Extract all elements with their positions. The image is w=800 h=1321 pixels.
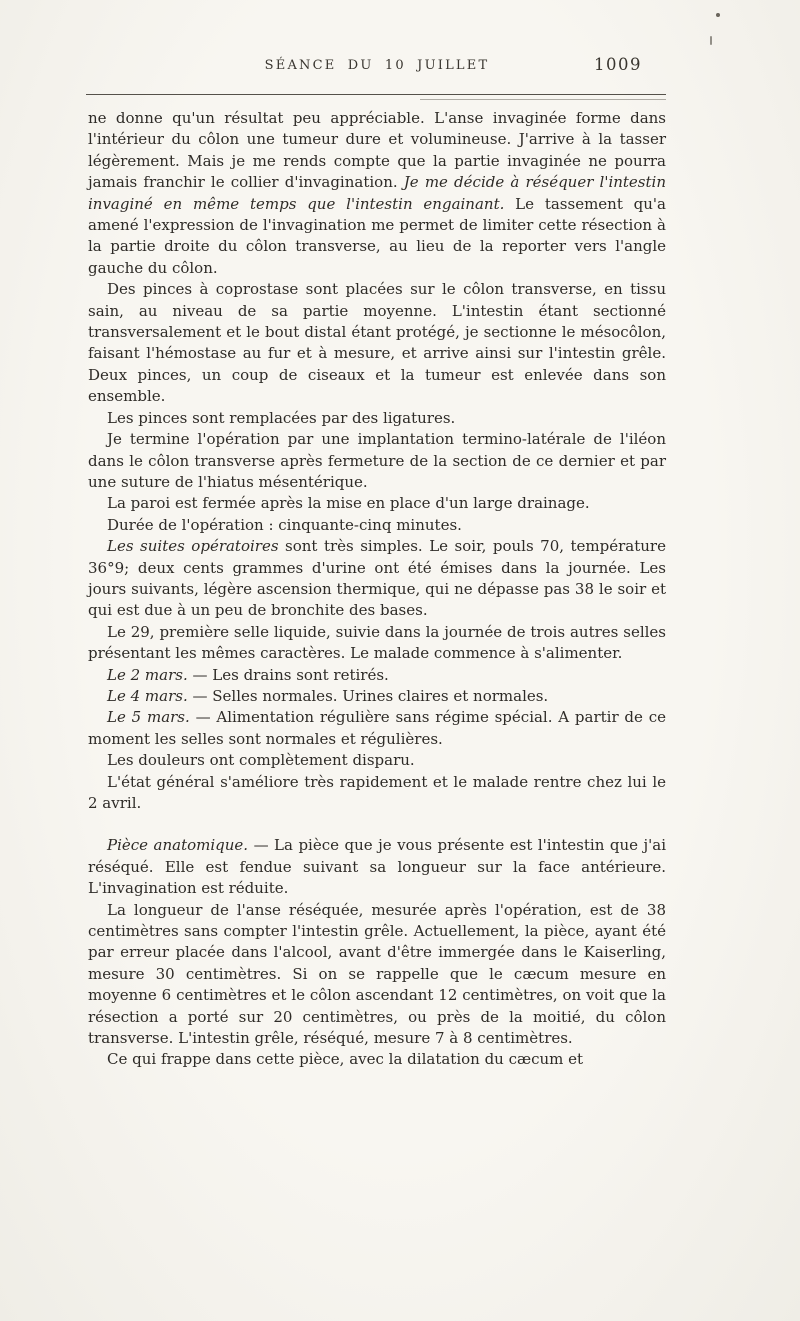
body-text: — Alimentation régulière sans régime spécial. A partir de ce moment les selles sont normales et régulières. <box>88 708 666 748</box>
body-text: Le 29, première selle liquide, suivie dans la journée de trois autres selles présentant les mêmes caractères. Le malade commence à s'alimenter. <box>88 622 666 663</box>
running-title: SÉANCE DU 10 JUILLET <box>264 58 490 73</box>
body-text: Durée de l'opération : cinquante-cinq minutes. <box>107 515 462 534</box>
italic-text: Le 4 mars. <box>107 686 188 705</box>
paragraph <box>88 408 666 429</box>
page-text <box>88 108 666 1071</box>
header-rule <box>86 94 666 95</box>
body-text: Ce qui frappe dans cette pièce, avec la dilatation du cæcum et <box>107 1050 584 1069</box>
body-text: Je termine l'opération par une implantation termino-latérale de l'iléon dans le côlon transverse après fermeture de la section de ce dernier et par une suture de l'hiatus mésentérique. <box>88 430 666 491</box>
paragraph <box>88 536 666 622</box>
paragraph <box>88 772 666 815</box>
body-text: Les pinces sont remplacées par des ligatures. <box>107 408 456 427</box>
body-text: La longueur de l'anse réséquée, mesurée après l'opération, est de 38 centimètres sans compter l'intestin grêle. Actuellement, la pièce, ayant été par erreur placée dans l'alcool, avant d'être immergée dans le Kaiserling, mesure 30 centimètres. Si on se rappelle que le cæcum mesure en moyenne 6 centimètres et le côlon ascendant 12 centimètres, on voit que la résection a porté sur 20 centimètres, ou près de la moitié, du côlon transverse. L'intestin grêle, réséqué, mesure 7 à 8 centimètres. <box>88 900 666 1048</box>
body-text: La paroi est fermée après la mise en place d'un large drainage. <box>107 494 590 513</box>
paragraph <box>88 900 666 1050</box>
italic-text: Pièce anatomique. <box>107 836 249 855</box>
italic-text: Le 5 mars. <box>107 708 190 727</box>
paragraph <box>88 622 666 665</box>
ink-speck <box>716 13 720 17</box>
paragraph <box>88 665 666 686</box>
paragraph <box>88 108 666 279</box>
body-text: Des pinces à coprostase sont placées sur le côlon transverse, en tissu sain, au niveau de sa partie moyenne. L'intestin étant sectionné transversalement et le bout distal étant protégé, je sectionne le mésocôlon, faisant l'hémostase au fur et à mesure, et arrive ainsi sur l'intestin grêle. Deux pinces, un coup de ciseaux et la tumeur est enlevée dans son ensemble. <box>88 280 666 406</box>
body-text: — Selles normales. Urines claires et normales. <box>187 686 549 705</box>
body-text: Le tassement qu'a amené l'expression de l'invagination me permet de limiter cette résection à la partie droite du côlon transverse, au lieu de la reporter vers l'angle gauche du côlon. <box>88 194 666 277</box>
ink-speck <box>710 36 712 45</box>
body-text: ne donne qu'un résultat peu appréciable. L'anse invaginée forme dans l'intérieur du côlon une tumeur dure et volumineuse. J'arrive à la tasser légèrement. Mais je me rends compte que la partie invaginée ne pourra jamais franchir le collier d'invagination. <box>88 109 666 192</box>
body-text: Les douleurs ont complètement disparu. <box>107 751 415 770</box>
paragraph <box>88 686 666 707</box>
body-text: — Les drains sont retirés. <box>187 665 389 684</box>
italic-text: Je me décide à réséquer l'intestin invaginé en même temps que l'intestin engainant. <box>88 173 666 213</box>
paragraph <box>88 750 666 771</box>
body-text: — La pièce que je vous présente est l'intestin que j'ai réséqué. Elle est fendue suivant sa longueur sur la face antérieure. L'invagination est réduite. <box>88 836 666 898</box>
header-rule-echo <box>420 99 666 100</box>
italic-text: Le 2 mars. <box>107 665 188 684</box>
page-number: 1009 <box>594 55 642 74</box>
paragraph <box>88 707 666 750</box>
paragraph <box>88 1049 666 1070</box>
body-text: sont très simples. Le soir, pouls 70, température 36°9; deux cents grammes d'urine ont été émises dans la journée. Les jours suivants, légère ascension thermique, qui ne dépasse pas 38 le soir et qui est due à un peu de bronchite des bases. <box>88 537 666 620</box>
paragraph <box>88 515 666 536</box>
page-header <box>88 55 666 74</box>
paragraph <box>88 429 666 493</box>
body-text: L'état général s'améliore très rapidement et le malade rentre chez lui le 2 avril. <box>88 772 666 812</box>
paragraph <box>88 493 666 514</box>
paragraph <box>88 835 666 899</box>
paragraph <box>88 279 666 407</box>
italic-text: Les suites opératoires <box>107 537 279 556</box>
